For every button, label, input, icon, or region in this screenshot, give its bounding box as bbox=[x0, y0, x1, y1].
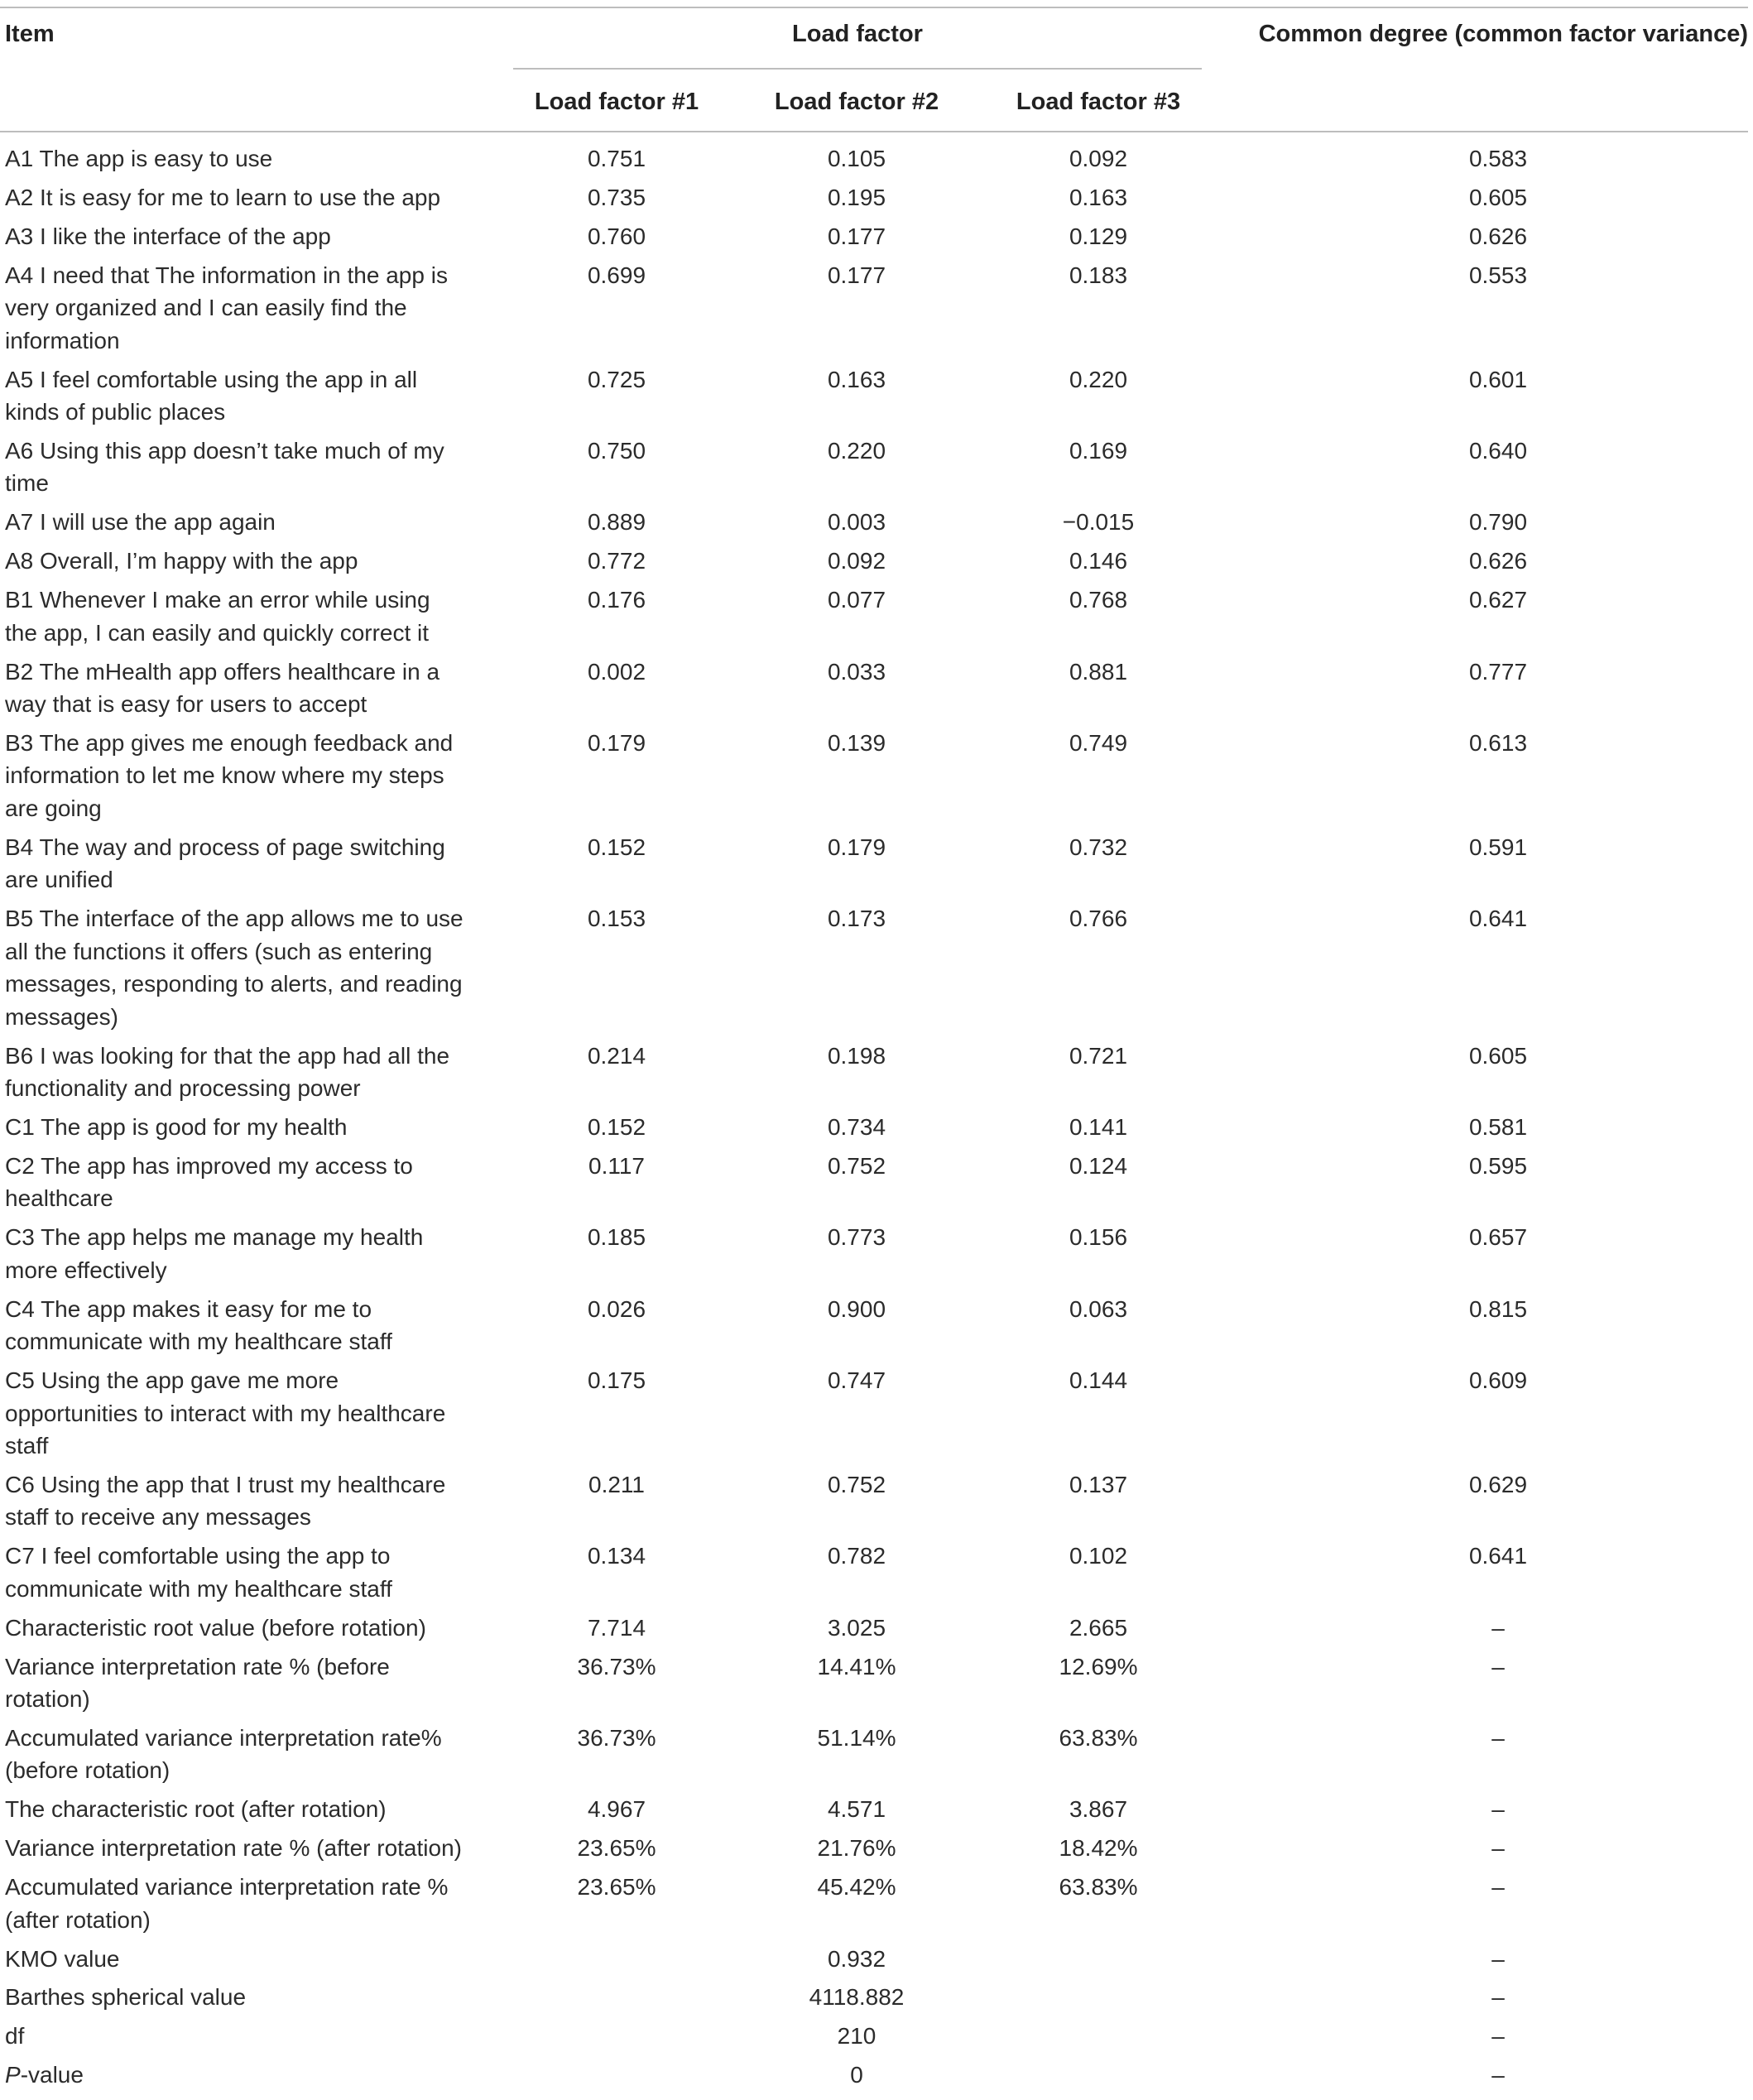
load-factor-2-cell: 0.173 bbox=[827, 906, 886, 932]
table-row bbox=[0, 435, 1753, 500]
load-factor-3-cell: 0.156 bbox=[1069, 1224, 1128, 1251]
load-factor-1-cell: 0.175 bbox=[587, 1367, 646, 1394]
table-row bbox=[0, 506, 1753, 539]
load-factor-3-cell: 0.721 bbox=[1069, 1042, 1128, 1069]
table-top-rule bbox=[0, 7, 1748, 8]
common-degree-cell: 0.640 bbox=[1468, 437, 1528, 464]
table-row bbox=[0, 2020, 1753, 2053]
item-text: A6 Using this app doesn’t take much of my time bbox=[5, 437, 444, 497]
load-factor-3-cell: 0.144 bbox=[1069, 1367, 1128, 1394]
load-factor-3-cell: 0.129 bbox=[1069, 223, 1128, 249]
load-factor-3-cell: −0.015 bbox=[1062, 509, 1135, 536]
common-degree-cell: 0.601 bbox=[1468, 366, 1528, 392]
item-cell bbox=[5, 1871, 468, 1936]
load-factor-2-cell: 0.932 bbox=[827, 1945, 886, 1972]
item-cell bbox=[5, 1981, 468, 2014]
common-degree-cell: 0.553 bbox=[1468, 262, 1528, 288]
load-factor-2-cell: 14.41% bbox=[817, 1653, 896, 1680]
common-degree-cell: 0.595 bbox=[1468, 1152, 1528, 1179]
load-factor-3-cell: 0.092 bbox=[1069, 146, 1128, 171]
load-factor-1-cell: 0.176 bbox=[587, 587, 646, 613]
common-degree-cell: 0.790 bbox=[1468, 509, 1528, 536]
item-text: A3 I like the interface of the app bbox=[5, 223, 331, 249]
load-factor-1-cell: 0.117 bbox=[588, 1152, 645, 1179]
load-factor-2-cell: 0.900 bbox=[827, 1295, 886, 1322]
load-factor-3-cell: 0.063 bbox=[1069, 1295, 1128, 1322]
table-row bbox=[0, 1150, 1753, 1215]
load-factor-1-cell: 0.735 bbox=[587, 184, 646, 210]
item-text: -value bbox=[20, 2062, 84, 2088]
load-factor-3-cell: 0.102 bbox=[1069, 1543, 1128, 1569]
load-factor-1-cell: 0.152 bbox=[587, 1113, 646, 1140]
load-factor-2-cell: 0.752 bbox=[827, 1152, 886, 1179]
common-degree-cell: – bbox=[1491, 1796, 1505, 1823]
item-text: A2 It is easy for me to learn to use the app bbox=[5, 184, 441, 210]
load-factor-1-cell: 23.65% bbox=[577, 1835, 656, 1862]
header-load-factor-1: Load factor #1 bbox=[534, 89, 699, 115]
common-degree-cell: 0.609 bbox=[1468, 1367, 1528, 1394]
item-cell bbox=[5, 1221, 468, 1286]
load-factor-2-cell: 0.077 bbox=[827, 587, 886, 613]
common-degree-cell: – bbox=[1491, 2062, 1505, 2088]
item-cell bbox=[5, 1943, 468, 1976]
load-factor-1-cell: 0.026 bbox=[587, 1295, 646, 1322]
item-text: Barthes spherical value bbox=[5, 1984, 247, 2011]
common-degree-cell: 0.613 bbox=[1468, 729, 1528, 756]
load-factor-2-cell: 210 bbox=[837, 2023, 876, 2050]
table-row bbox=[0, 1540, 1753, 1605]
common-degree-cell: – bbox=[1491, 2023, 1505, 2050]
load-factor-2-cell: 0.179 bbox=[827, 834, 886, 860]
table-row bbox=[0, 1468, 1753, 1534]
table-row bbox=[0, 1221, 1753, 1286]
item-cell bbox=[5, 1040, 468, 1105]
table-row bbox=[0, 584, 1753, 649]
common-degree-cell: 0.641 bbox=[1468, 1543, 1528, 1569]
load-factor-2-cell: 0.177 bbox=[827, 262, 886, 288]
common-degree-cell: – bbox=[1491, 1724, 1505, 1751]
load-factor-1-cell: 36.73% bbox=[577, 1653, 656, 1680]
load-factor-1-cell: 0.002 bbox=[587, 658, 646, 685]
table-row bbox=[0, 1793, 1753, 1826]
table-row bbox=[0, 1612, 1753, 1645]
load-factor-1-cell: 0.760 bbox=[587, 223, 646, 249]
item-cell bbox=[5, 1832, 468, 1865]
load-factor-2-cell: 0.782 bbox=[827, 1543, 886, 1569]
item-text: C5 Using the app gave me more opportunities to interact with my healthcare staff bbox=[5, 1367, 446, 1459]
table-row bbox=[0, 181, 1753, 214]
table-row bbox=[0, 727, 1753, 825]
item-italic-prefix: P bbox=[5, 2062, 21, 2088]
item-cell bbox=[5, 1364, 468, 1463]
load-factor-2-cell: 0.773 bbox=[827, 1224, 886, 1251]
load-factor-2-cell: 0.105 bbox=[827, 146, 886, 171]
load-factor-2-cell: 0.752 bbox=[827, 1471, 886, 1497]
item-text: B2 The mHealth app offers healthcare in a way that is easy for users to accept bbox=[5, 658, 440, 718]
table-row bbox=[0, 1981, 1753, 2014]
item-text: C3 The app helps me manage my health more effectively bbox=[5, 1224, 424, 1283]
load-factor-3-cell: 0.141 bbox=[1069, 1113, 1128, 1140]
common-degree-cell: – bbox=[1491, 1874, 1505, 1901]
table-row bbox=[0, 831, 1753, 896]
load-factor-1-cell: 4.967 bbox=[587, 1796, 646, 1823]
item-text: Accumulated variance interpretation rate% (before rotation) bbox=[5, 1724, 442, 1784]
load-factor-2-cell: 0.003 bbox=[827, 509, 886, 536]
item-text: B5 The interface of the app allows me to use all the functions it offers (such as entering messages, responding to alerts, and reading messages) bbox=[5, 906, 463, 1030]
table-row bbox=[0, 1651, 1753, 1716]
item-text: KMO value bbox=[5, 1945, 120, 1972]
load-factor-3-cell: 18.42% bbox=[1059, 1835, 1138, 1862]
load-factor-2-cell: 0.734 bbox=[827, 1113, 886, 1140]
item-cell bbox=[5, 2059, 468, 2092]
table-row bbox=[0, 1040, 1753, 1105]
common-degree-cell: 0.583 bbox=[1468, 146, 1528, 171]
item-cell bbox=[5, 142, 468, 175]
load-factor-2-cell: 3.025 bbox=[827, 1614, 886, 1641]
header-common-degree: Common degree (common factor variance) bbox=[1258, 21, 1748, 47]
load-factor-3-cell: 2.665 bbox=[1069, 1614, 1128, 1641]
load-factor-3-cell: 0.766 bbox=[1069, 906, 1128, 932]
item-cell bbox=[5, 727, 468, 825]
common-degree-cell: 0.777 bbox=[1468, 658, 1528, 685]
load-factor-1-cell: 0.725 bbox=[587, 366, 646, 392]
table-row bbox=[0, 1943, 1753, 1976]
item-text: B3 The app gives me enough feedback and information to let me know where my steps are going bbox=[5, 729, 454, 821]
common-degree-cell: – bbox=[1491, 1835, 1505, 1862]
load-factor-3-cell: 12.69% bbox=[1059, 1653, 1138, 1680]
load-factor-2-cell: 0.177 bbox=[827, 223, 886, 249]
load-factor-3-cell: 0.124 bbox=[1069, 1152, 1128, 1179]
item-cell bbox=[5, 435, 468, 500]
load-factor-1-cell: 0.751 bbox=[587, 146, 646, 171]
load-factor-3-cell: 0.163 bbox=[1069, 184, 1128, 210]
load-factor-2-cell: 21.76% bbox=[817, 1835, 896, 1862]
item-cell bbox=[5, 831, 468, 896]
item-text: Accumulated variance interpretation rate % (after rotation) bbox=[5, 1874, 449, 1933]
load-factor-group-rule bbox=[513, 68, 1202, 70]
item-cell bbox=[5, 1540, 468, 1605]
load-factor-2-cell: 51.14% bbox=[817, 1724, 896, 1751]
load-factor-3-cell: 0.220 bbox=[1069, 366, 1128, 392]
item-cell bbox=[5, 220, 468, 253]
load-factor-1-cell: 0.214 bbox=[587, 1042, 646, 1069]
common-degree-cell: 0.626 bbox=[1468, 223, 1528, 249]
table-row bbox=[0, 1111, 1753, 1144]
load-factor-2-cell: 0.220 bbox=[827, 437, 886, 464]
load-factor-2-cell: 0 bbox=[850, 2062, 863, 2088]
common-degree-cell: 0.815 bbox=[1468, 1295, 1528, 1322]
common-degree-cell: – bbox=[1491, 1945, 1505, 1972]
item-text: A5 I feel comfortable using the app in all kinds of public places bbox=[5, 366, 418, 425]
item-text: Variance interpretation rate % (after rotation) bbox=[5, 1835, 462, 1862]
item-text: B4 The way and process of page switching are unified bbox=[5, 834, 445, 893]
load-factor-3-cell: 3.867 bbox=[1069, 1796, 1128, 1823]
load-factor-3-cell: 0.137 bbox=[1069, 1471, 1128, 1497]
item-cell bbox=[5, 902, 468, 1033]
item-cell bbox=[5, 259, 468, 358]
item-cell bbox=[5, 1468, 468, 1534]
load-factor-3-cell: 63.83% bbox=[1059, 1874, 1138, 1901]
table-row bbox=[0, 142, 1753, 175]
load-factor-2-cell: 4118.882 bbox=[809, 1984, 905, 2011]
item-text: Characteristic root value (before rotation) bbox=[5, 1614, 426, 1641]
header-item: Item bbox=[5, 21, 55, 47]
item-cell bbox=[5, 1150, 468, 1215]
table-row bbox=[0, 259, 1753, 358]
load-factor-1-cell: 0.889 bbox=[587, 509, 646, 536]
common-degree-cell: 0.605 bbox=[1468, 184, 1528, 210]
item-cell bbox=[5, 506, 468, 539]
load-factor-3-cell: 0.183 bbox=[1069, 262, 1128, 288]
item-text: The characteristic root (after rotation) bbox=[5, 1796, 387, 1823]
load-factor-1-cell: 0.750 bbox=[587, 437, 646, 464]
item-text: A8 Overall, I’m happy with the app bbox=[5, 548, 358, 574]
item-text: C1 The app is good for my health bbox=[5, 1113, 348, 1140]
load-factor-2-cell: 4.571 bbox=[827, 1796, 886, 1823]
item-cell bbox=[5, 584, 468, 649]
item-text: A1 The app is easy to use bbox=[5, 146, 273, 171]
item-cell bbox=[5, 1293, 468, 1358]
table-row bbox=[0, 2059, 1753, 2092]
load-factor-2-cell: 0.747 bbox=[827, 1367, 886, 1394]
common-degree-cell: – bbox=[1491, 1984, 1505, 2011]
item-cell bbox=[5, 1612, 468, 1645]
table-row bbox=[0, 1364, 1753, 1463]
table-row bbox=[0, 545, 1753, 578]
common-degree-cell: 0.581 bbox=[1468, 1113, 1528, 1140]
load-factor-3-cell: 0.881 bbox=[1069, 658, 1128, 685]
item-text: B1 Whenever I make an error while using the app, I can easily and quickly correct it bbox=[5, 587, 430, 646]
table-body bbox=[0, 142, 1753, 2098]
table-row bbox=[0, 656, 1753, 721]
load-factor-1-cell: 36.73% bbox=[577, 1724, 656, 1751]
item-cell bbox=[5, 1722, 468, 1787]
item-cell bbox=[5, 1111, 468, 1144]
common-degree-cell: 0.627 bbox=[1468, 587, 1528, 613]
load-factor-1-cell: 0.699 bbox=[587, 262, 646, 288]
load-factor-3-cell: 63.83% bbox=[1059, 1724, 1138, 1751]
table-row bbox=[0, 363, 1753, 429]
common-degree-cell: – bbox=[1491, 1614, 1505, 1641]
item-text: C4 The app makes it easy for me to communicate with my healthcare staff bbox=[5, 1295, 392, 1355]
table-row bbox=[0, 902, 1753, 1033]
table-row bbox=[0, 1871, 1753, 1936]
load-factor-3-cell: 0.749 bbox=[1069, 729, 1128, 756]
load-factor-2-cell: 0.198 bbox=[827, 1042, 886, 1069]
item-text: Variance interpretation rate % (before rotation) bbox=[5, 1653, 390, 1713]
item-text: C6 Using the app that I trust my healthcare staff to receive any messages bbox=[5, 1471, 446, 1531]
load-factor-1-cell: 0.179 bbox=[587, 729, 646, 756]
load-factor-3-cell: 0.768 bbox=[1069, 587, 1128, 613]
common-degree-cell: 0.591 bbox=[1468, 834, 1528, 860]
load-factor-2-cell: 0.195 bbox=[827, 184, 886, 210]
item-cell bbox=[5, 1793, 468, 1826]
header-load-factor: Load factor bbox=[792, 21, 923, 47]
item-text: C7 I feel comfortable using the app to communicate with my healthcare staff bbox=[5, 1543, 392, 1602]
load-factor-1-cell: 0.153 bbox=[587, 906, 646, 932]
item-cell bbox=[5, 1651, 468, 1716]
load-factor-2-cell: 45.42% bbox=[817, 1874, 896, 1901]
load-factor-2-cell: 0.092 bbox=[827, 548, 886, 574]
item-text: A4 I need that The information in the app is very organized and I can easily find the information bbox=[5, 262, 448, 353]
item-cell bbox=[5, 181, 468, 214]
load-factor-1-cell: 0.772 bbox=[587, 548, 646, 574]
common-degree-cell: 0.641 bbox=[1468, 906, 1528, 932]
header-bottom-rule bbox=[0, 131, 1748, 132]
common-degree-cell: 0.629 bbox=[1468, 1471, 1528, 1497]
item-cell bbox=[5, 363, 468, 429]
item-text: C2 The app has improved my access to healthcare bbox=[5, 1152, 413, 1212]
load-factor-3-cell: 0.146 bbox=[1069, 548, 1128, 574]
load-factor-1-cell: 0.185 bbox=[587, 1224, 646, 1251]
item-cell bbox=[5, 545, 468, 578]
load-factor-3-cell: 0.169 bbox=[1069, 437, 1128, 464]
item-text: A7 I will use the app again bbox=[5, 509, 276, 536]
load-factor-2-cell: 0.163 bbox=[827, 366, 886, 392]
item-cell bbox=[5, 2020, 468, 2053]
load-factor-1-cell: 0.152 bbox=[587, 834, 646, 860]
item-text: B6 I was looking for that the app had all the functionality and processing power bbox=[5, 1042, 450, 1102]
item-text: df bbox=[5, 2023, 25, 2050]
common-degree-cell: 0.605 bbox=[1468, 1042, 1528, 1069]
item-cell bbox=[5, 656, 468, 721]
load-factor-3-cell: 0.732 bbox=[1069, 834, 1128, 860]
table-row bbox=[0, 220, 1753, 253]
common-degree-cell: 0.657 bbox=[1468, 1224, 1528, 1251]
load-factor-1-cell: 0.211 bbox=[588, 1471, 645, 1497]
load-factor-2-cell: 0.139 bbox=[827, 729, 886, 756]
load-factor-1-cell: 23.65% bbox=[577, 1874, 656, 1901]
header-load-factor-2: Load factor #2 bbox=[774, 89, 939, 115]
table-row bbox=[0, 1832, 1753, 1865]
load-factor-2-cell: 0.033 bbox=[827, 658, 886, 685]
common-degree-cell: – bbox=[1491, 1653, 1505, 1680]
header-load-factor-3: Load factor #3 bbox=[1016, 89, 1181, 115]
table-row bbox=[0, 1722, 1753, 1787]
common-degree-cell: 0.626 bbox=[1468, 548, 1528, 574]
table-row bbox=[0, 1293, 1753, 1358]
load-factor-1-cell: 0.134 bbox=[587, 1543, 646, 1569]
load-factor-1-cell: 7.714 bbox=[587, 1614, 646, 1641]
